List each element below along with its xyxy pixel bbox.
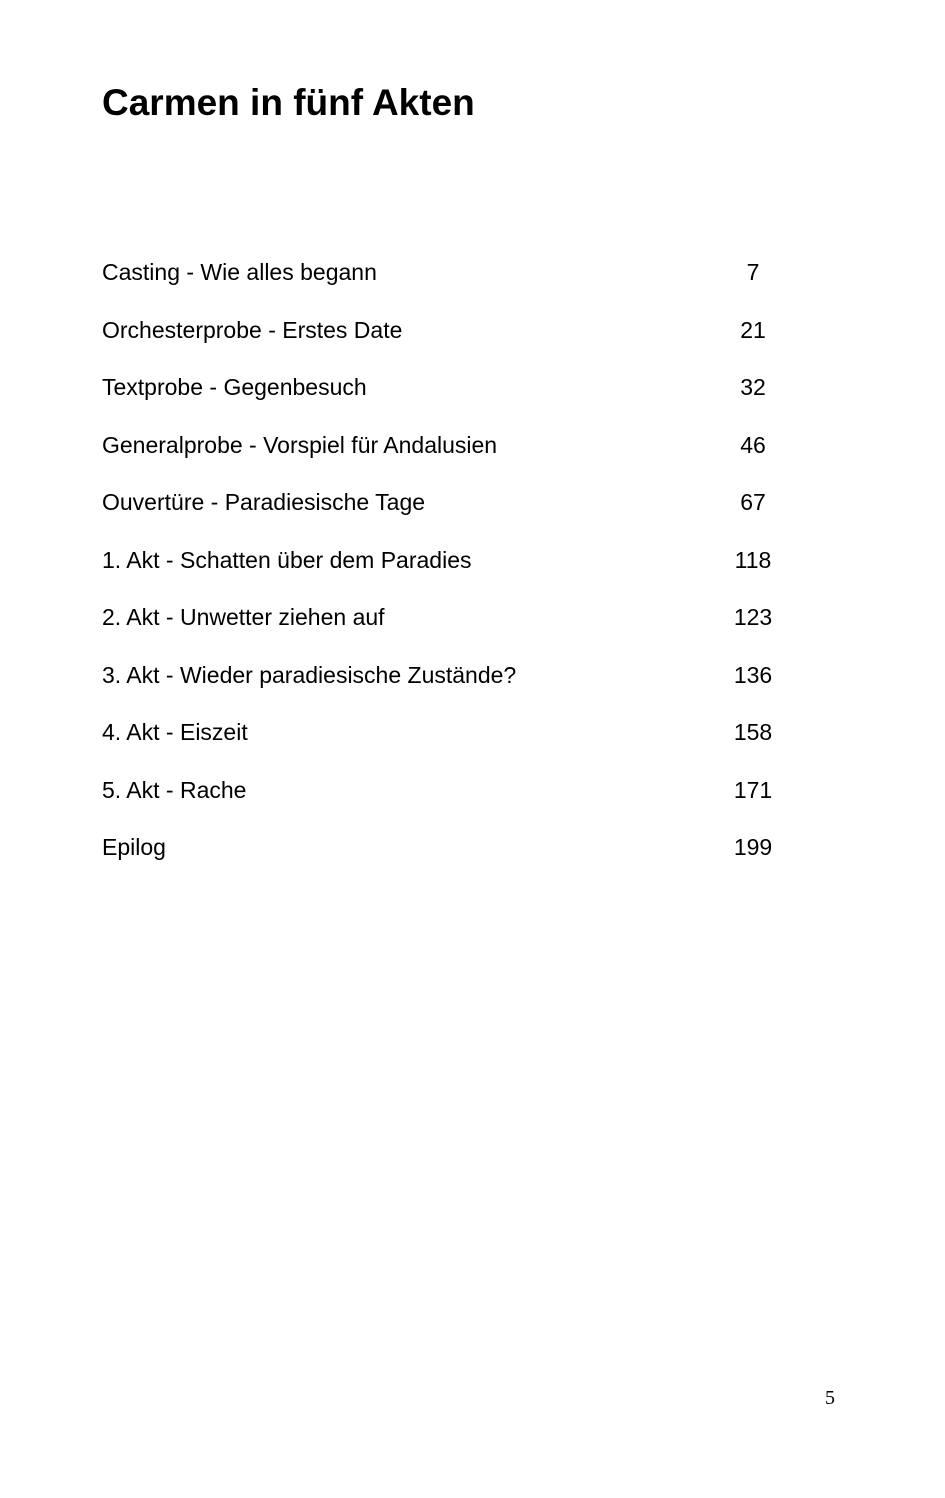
toc-entry-page: 136 [733,661,773,688]
toc-entry-title: 3. Akt - Wieder paradiesische Zustände? [102,661,517,688]
toc-entry-page: 46 [740,431,766,458]
toc-entry [102,828,782,886]
toc-entry-page: 158 [733,719,773,745]
page-number: 5 [825,1387,835,1409]
toc-entry [102,368,782,426]
toc-entry-page: 21 [740,316,766,343]
toc-entry-title: 2. Akt - Unwetter ziehen auf [102,604,385,630]
toc-entry-page: 199 [733,834,773,860]
toc-entry [102,598,782,656]
toc-entry-title: 5. Akt - Rache [102,776,247,803]
toc-entry [102,541,782,599]
toc-entry [102,771,782,829]
toc-entry-title: Epilog [102,834,166,860]
table-of-contents [102,253,782,886]
toc-entry [102,656,782,714]
toc-entry-page: 171 [733,776,773,803]
toc-entry-title: Textprobe - Gegenbesuch [102,374,367,400]
toc-entry [102,713,782,771]
toc-entry-page: 123 [733,604,773,630]
toc-entry-title: Orchesterprobe - Erstes Date [102,316,403,343]
toc-entry-title: Generalprobe - Vorspiel für Andalusien [102,431,498,458]
toc-entry-title: Ouvertüre - Paradiesische Tage [102,489,426,515]
toc-entry-page: 118 [734,546,772,573]
toc-entry-page: 67 [740,489,766,515]
toc-entry-title: Casting - Wie alles begann [102,259,377,285]
toc-entry [102,426,782,484]
document-title: Carmen in fünf Akten [102,82,475,123]
toc-entry-title: 4. Akt - Eiszeit [102,719,248,745]
toc-entry [102,311,782,369]
toc-entry-page: 7 [746,259,760,285]
toc-entry [102,253,782,311]
toc-entry-page: 32 [740,374,766,400]
toc-entry [102,483,782,541]
toc-entry-title: 1. Akt - Schatten über dem Paradies [102,546,472,573]
